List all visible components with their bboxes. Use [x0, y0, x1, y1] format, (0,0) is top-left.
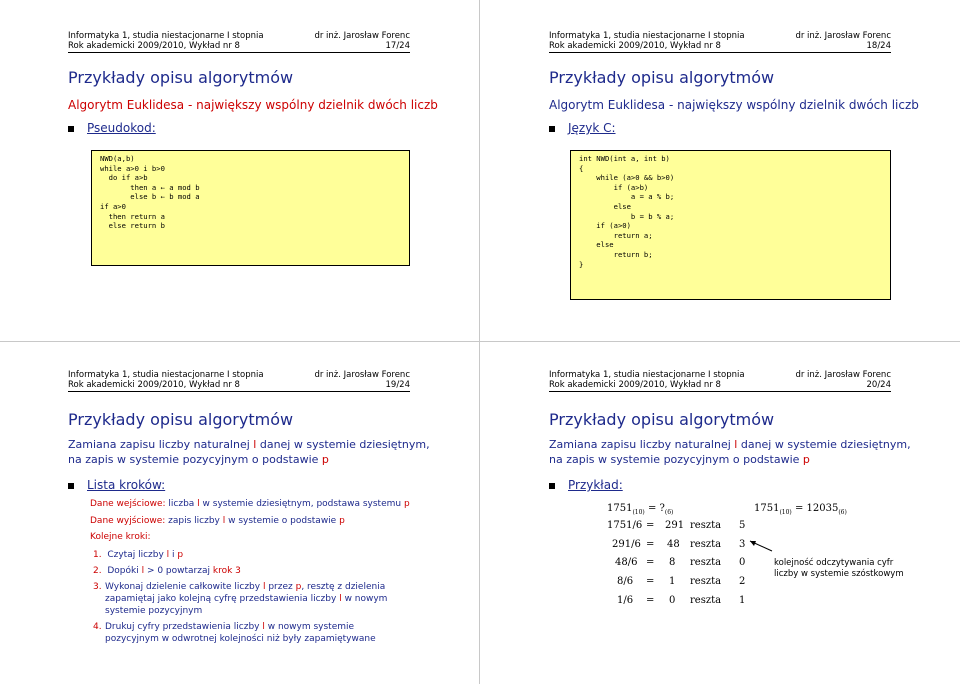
intro-line-2 — [68, 454, 329, 466]
step-1 — [93, 549, 183, 561]
row-equals: = — [646, 539, 655, 550]
header-year: Rok akademicki 2009/2010, Wykład nr 8 — [68, 41, 240, 51]
row-label: reszta — [690, 595, 722, 606]
bullet-square — [549, 483, 555, 489]
page-number: 19/24 — [385, 380, 410, 390]
header-course: Informatyka 1, studia niestacjonarne I stopnia — [549, 370, 745, 380]
step-text: w nowym systemie — [264, 622, 355, 632]
header-rule — [549, 52, 891, 53]
var-l: l — [197, 499, 200, 509]
eq-number: 1751 — [754, 503, 780, 514]
code-box — [570, 150, 891, 300]
var-l: l — [222, 516, 226, 526]
row-remainder: 2 — [739, 576, 746, 587]
var-p: p — [403, 499, 410, 509]
c-code-block: int NWD(int a, int b) { while (a>0 && b>0) if (a>b) a = a % b; else b = b % a; if (a>0) return a; else return b; } — [579, 154, 675, 269]
subtitle-text: Algorytm Euklidesa - największy wspólny dzielnik dwóch liczb — [549, 98, 919, 112]
intro-line-2 — [549, 454, 810, 466]
eq-base: (6) — [664, 509, 674, 516]
var-p: p — [177, 550, 184, 560]
step-text: , resztę z dzielenia — [301, 582, 386, 592]
bullet-label: Lista kroków: — [87, 478, 166, 492]
slide-20 — [549, 369, 911, 681]
eq-base: (6) — [838, 509, 847, 516]
equation-result — [754, 503, 847, 516]
equation-question — [607, 503, 673, 516]
slide-title: Przykłady opisu algorytmów — [68, 410, 294, 429]
step-3-line-2 — [105, 593, 387, 605]
var-l: l — [262, 582, 266, 592]
header-course: Informatyka 1, studia niestacjonarne I stopnia — [68, 370, 264, 380]
header-rule — [68, 52, 410, 53]
page-number: 18/24 — [866, 41, 891, 51]
header-author: dr inż. Jarosław Forenc — [314, 31, 410, 41]
header-course: Informatyka 1, studia niestacjonarne I stopnia — [549, 31, 745, 41]
row-expression: 1751/6 — [607, 520, 643, 531]
row-label: reszta — [690, 576, 722, 587]
header-course: Informatyka 1, studia niestacjonarne I stopnia — [68, 31, 264, 41]
row-remainder: 0 — [739, 557, 746, 568]
step-text: w nowym — [341, 594, 388, 604]
row-expression: 8/6 — [617, 576, 634, 587]
step-3-line-3: systemie pozycyjnym — [105, 606, 203, 616]
slide-subtitle — [549, 98, 919, 112]
page-number: 17/24 — [385, 41, 410, 51]
var-p: p — [339, 516, 345, 526]
bullet-label: Pseudokod: — [87, 121, 156, 135]
row-expression: 291/6 — [612, 539, 641, 550]
header-year: Rok akademicki 2009/2010, Wykład nr 8 — [549, 380, 721, 390]
intro-line-1 — [68, 439, 430, 451]
step-3-line-1 — [105, 581, 385, 593]
row-remainder: 5 — [739, 520, 746, 531]
row-label: reszta — [690, 557, 722, 568]
bullet-label: Przykład: — [568, 478, 623, 492]
bullet-square — [549, 126, 555, 132]
bullet-square — [68, 483, 74, 489]
row-equals: = — [646, 595, 655, 606]
row-label: reszta — [690, 520, 722, 531]
output-text: zapis liczby — [168, 516, 223, 526]
step-ref: krok 3 — [212, 566, 241, 576]
var-l: l — [166, 550, 170, 560]
step-4-number: 4. — [93, 622, 102, 632]
reading-order-arrow-icon — [746, 539, 776, 599]
header-author: dr inż. Jarosław Forenc — [314, 370, 410, 380]
intro-text: na zapis w systemie pozycyjnym o podstawie — [68, 453, 322, 466]
step-text: i — [169, 550, 178, 560]
step-number: 1. — [93, 550, 102, 560]
output-label: Dane wyjściowe: — [90, 516, 169, 526]
row-expression: 1/6 — [617, 595, 634, 606]
var-l: l — [262, 622, 265, 632]
step-text: przez — [265, 582, 296, 592]
slide-18 — [549, 30, 919, 365]
var-p: p — [802, 453, 810, 466]
slide-title: Przykłady opisu algorytmów — [549, 410, 775, 429]
row-quotient: 1 — [669, 576, 676, 587]
eq-question: = ? — [644, 503, 665, 514]
row-equals: = — [646, 557, 655, 568]
step-4-line-1 — [105, 621, 354, 633]
slide-divider-vertical — [479, 0, 480, 684]
slide-19 — [68, 369, 430, 681]
var-p: p — [321, 453, 329, 466]
step-2 — [93, 565, 241, 577]
row-equals: = — [646, 576, 655, 587]
bullet-square — [68, 126, 74, 132]
step-number: 2. — [93, 566, 102, 576]
row-remainder: 1 — [739, 595, 746, 606]
header-author: dr inż. Jarosław Forenc — [795, 370, 891, 380]
row-remainder: 3 — [739, 539, 746, 550]
intro-line-1 — [549, 439, 911, 451]
intro-text: Zamiana zapisu liczby naturalnej — [68, 438, 254, 451]
step-text: Wykonaj dzielenie całkowite liczby — [105, 582, 263, 592]
var-l: l — [253, 438, 257, 451]
slide-17 — [68, 30, 438, 365]
row-equals: = — [646, 520, 655, 531]
header-rule — [68, 391, 410, 392]
output-line — [90, 515, 345, 527]
bullet-label: Język C: — [568, 121, 616, 135]
intro-text: danej w systemie dziesiętnym, — [737, 438, 911, 451]
eq-base: (10) — [779, 509, 792, 516]
row-quotient: 0 — [669, 595, 676, 606]
slide-title: Przykłady opisu algorytmów — [68, 68, 294, 87]
eq-result: = 12035 — [791, 503, 839, 514]
row-quotient: 48 — [667, 539, 680, 550]
var-p: p — [295, 582, 302, 592]
intro-text: danej w systemie dziesiętnym, — [256, 438, 430, 451]
input-text: liczba — [168, 499, 198, 509]
eq-number: 1751 — [607, 503, 633, 514]
row-expression: 48/6 — [615, 557, 638, 568]
step-text: > 0 powtarzaj — [144, 566, 213, 576]
step-text: zapamiętaj jako kolejną cyfrę przedstawienia liczby — [105, 594, 340, 604]
step-text: Drukuj cyfry przedstawienia liczby — [105, 622, 263, 632]
header-rule — [549, 391, 891, 392]
page-number: 20/24 — [866, 380, 891, 390]
intro-text: Zamiana zapisu liczby naturalnej — [549, 438, 735, 451]
row-label: reszta — [690, 539, 722, 550]
step-text: Czytaj liczby — [107, 550, 167, 560]
step-3-number: 3. — [93, 582, 102, 592]
var-l: l — [734, 438, 738, 451]
steps-label: Kolejne kroki: — [90, 532, 151, 542]
input-label: Dane wejściowe: — [90, 499, 169, 509]
input-line — [90, 498, 410, 510]
header-author: dr inż. Jarosław Forenc — [795, 31, 891, 41]
output-text: w systemie o podstawie — [225, 516, 340, 526]
row-quotient: 8 — [669, 557, 676, 568]
code-box — [91, 150, 410, 266]
reading-order-note: kolejność odczytywania cyfr liczby w systemie szóstkowym — [774, 558, 904, 579]
slide-title: Przykłady opisu algorytmów — [549, 68, 775, 87]
step-4-line-2: pozycyjnym w odwrotnej kolejności niż były zapamiętywane — [105, 634, 376, 644]
eq-base: (10) — [632, 509, 645, 516]
header-year: Rok akademicki 2009/2010, Wykład nr 8 — [68, 380, 240, 390]
intro-text: na zapis w systemie pozycyjnym o podstawie — [549, 453, 803, 466]
step-text: Dopóki — [107, 566, 142, 576]
slide-subtitle: Algorytm Euklidesa - największy wspólny dzielnik dwóch liczb — [68, 98, 438, 112]
var-l: l — [339, 594, 342, 604]
header-year: Rok akademicki 2009/2010, Wykład nr 8 — [549, 41, 721, 51]
pseudocode-block: NWD(a,b) while a>0 i b>0 do if a>b then a ← a mod b else b ← b mod a if a>0 then return a else return b — [100, 154, 200, 231]
input-text: w systemie dziesiętnym, podstawa systemu — [199, 499, 404, 509]
var-l: l — [141, 566, 145, 576]
row-quotient: 291 — [665, 520, 685, 531]
